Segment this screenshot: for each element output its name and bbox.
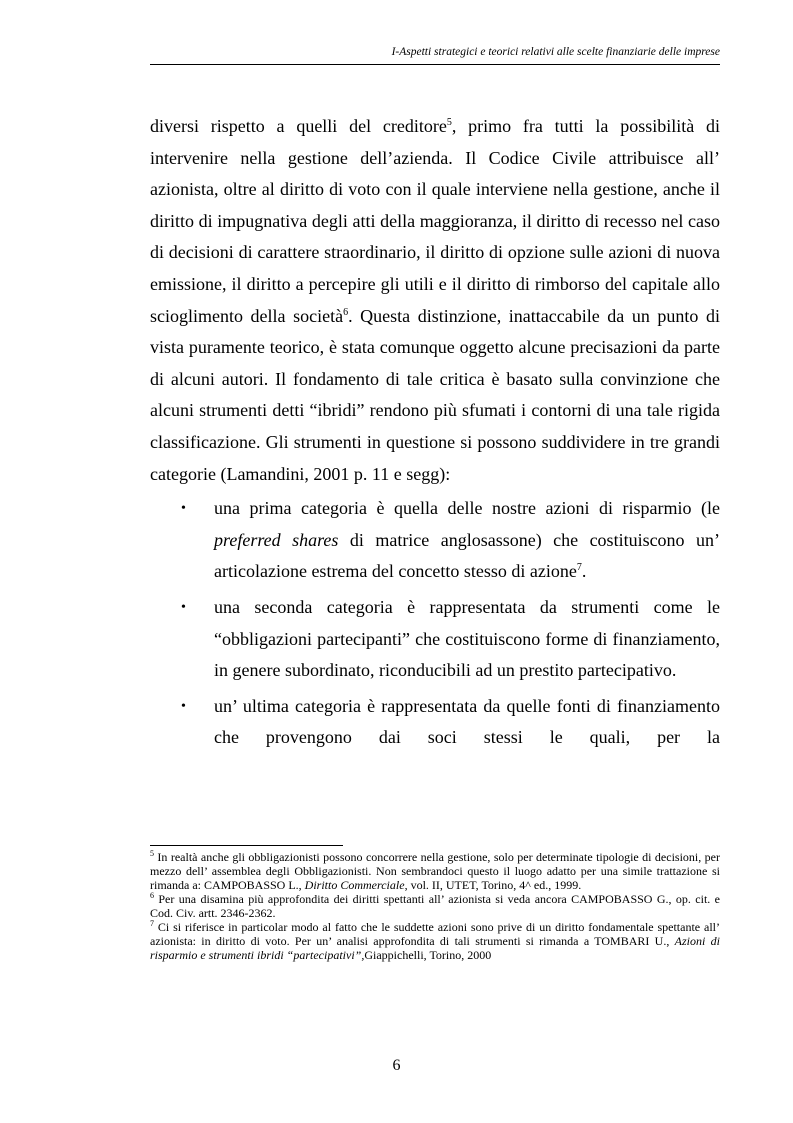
text-segment: . Questa distinzione, inattaccabile da un punto di vista puramente teorico, è stata comunque oggetto alcune precisazioni da parte di alcuni autori. Il fondamento di tale critica è basato sulla convinzione che alcuni strumenti detti “ibridi” rendono più sfumati i contorni di una tale rigida classificazione. Gli strumenti in questione si possono suddividere in tre grandi categorie (Lamandini, 2001 p. 11 e segg): [150, 305, 720, 484]
text-segment: In realtà anche gli obbligazionisti possono concorrere nella gestione, solo per determinate tipologie di decisioni, per mezzo dell’ assemblea degli Obbligazionisti. Non sembrandoci questo il luogo adatto per una simile trattazione si rimanda a: CAMPOBASSO L., [150, 850, 720, 892]
header-divider [150, 64, 720, 65]
text-segment: , primo fra tutti la possibilità di intervenire nella gestione dell’azienda. Il Codice Civile attribuisce all’ azionista, oltre al diritto di voto con il quale interviene nella gestione, anche il diritto di impugnativa degli atti della maggioranza, il diritto di recesso nel caso di decisioni di carattere straordinario, il diritto di opzione sulle azioni di nuova emissione, il diritto a percepire gli utili e il diritto di rimborso del capitale allo scioglimento della società [150, 116, 720, 326]
running-header: I-Aspetti strategici e teorici relativi alle scelte finanziarie delle imprese [391, 46, 720, 58]
italic-title: Azioni di risparmio e strumenti ibridi “partecipativi”, [150, 934, 720, 962]
footnote-divider [150, 845, 343, 846]
footnote-ref-6[interactable]: 6 [343, 306, 349, 318]
footnote-5 [150, 850, 720, 892]
text-segment: un’ ultima categoria è rappresentata da quelle fonti di finanziamento che provengono dai soci stessi le quali, per la [214, 695, 720, 748]
footnote-ref-5[interactable]: 5 [446, 117, 452, 128]
footnote-number: 6 [150, 891, 154, 900]
category-list [150, 493, 720, 754]
footnote-6 [150, 892, 720, 920]
footnote-ref-7[interactable]: 7 [576, 562, 582, 574]
text-segment: di matrice anglosassone) che costituiscono un’ articolazione estrema del concetto stesso di azione [214, 529, 720, 582]
list-item [150, 592, 720, 687]
footnotes [150, 850, 720, 962]
footnote-number: 5 [150, 849, 154, 858]
page-number: 6 [392, 1057, 401, 1074]
main-text [150, 111, 720, 754]
text-segment: , vol. II, UTET, Torino, 4^ ed., 1999. [404, 878, 582, 892]
paragraph-main [150, 111, 720, 490]
footnote-7 [150, 920, 720, 962]
bullet-icon: • [181, 501, 186, 517]
text-segment: diversi rispetto a quelli del creditore [150, 116, 447, 136]
text-segment: Per una disamina più approfondita dei diritti spettanti all’ azionista si veda ancora CAMPOBASSO G., op. cit. e Cod. Civ. artt. 2346-2362. [150, 892, 720, 920]
list-item [150, 691, 720, 754]
text-segment: . [581, 561, 587, 582]
text-segment: Giappichelli, Torino, 2000 [364, 948, 492, 962]
text-segment: una seconda categoria è rappresentata da strumenti come le “obbligazioni partecipanti” che costituiscono forme di finanziamento, in genere subordinato, riconducibili ad un prestito partecipativo. [214, 596, 720, 681]
text-segment: Ci si riferisce in particolar modo al fatto che le suddette azioni sono prive di un diritto fondamentale spettante all’ azionista: in diritto di voto. Per un’ analisi approfondita di tali strumenti si rimanda a TOMBARI U., [150, 920, 720, 948]
footnote-number: 7 [150, 919, 154, 928]
italic-term: preferred shares [214, 529, 339, 550]
text-segment: una prima categoria è quella delle nostre azioni di risparmio (le [214, 498, 720, 519]
bullet-icon: • [181, 698, 186, 714]
italic-title: Diritto Commerciale [304, 878, 405, 892]
bullet-icon: • [181, 599, 186, 615]
list-item [150, 493, 720, 588]
